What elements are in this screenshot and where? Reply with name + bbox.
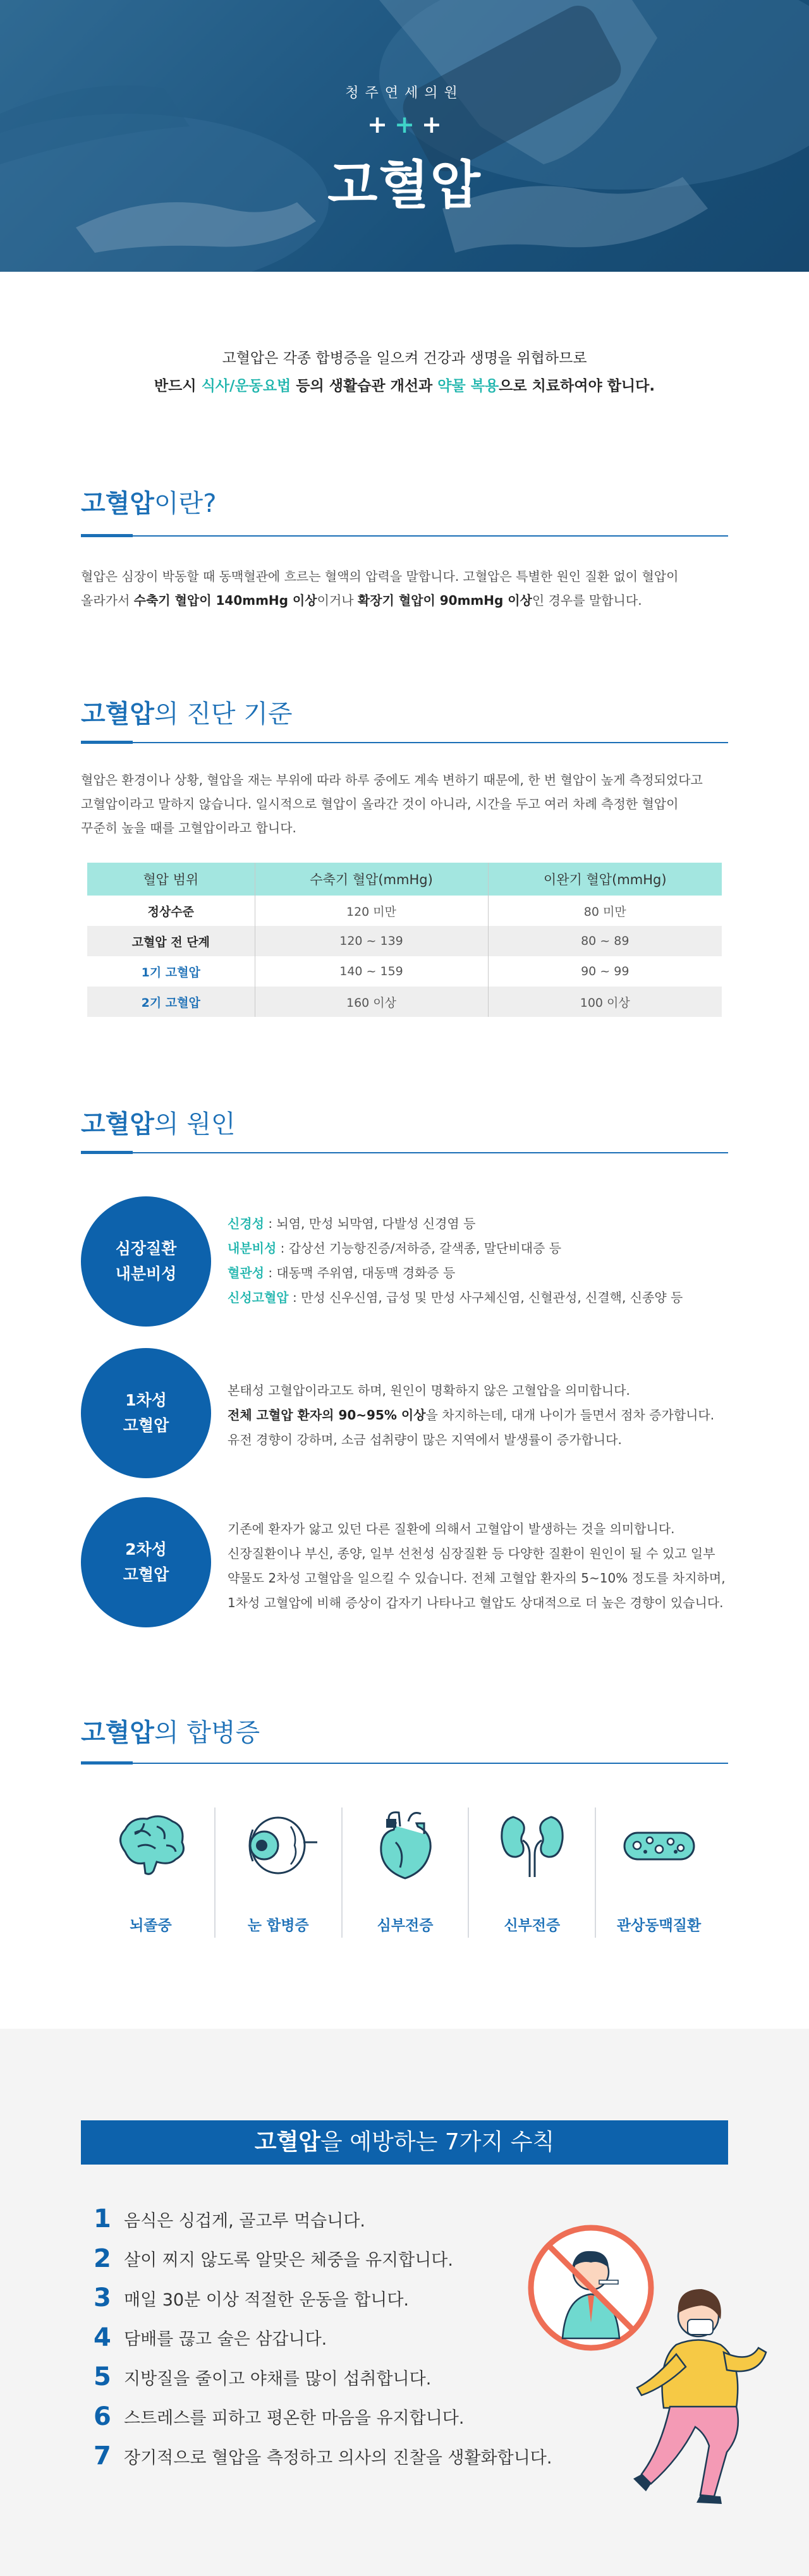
section-divider xyxy=(81,742,728,743)
table-cell: 160 이상 xyxy=(255,987,488,1017)
table-cell-level: 2기 고혈압 xyxy=(87,987,255,1017)
table-row xyxy=(87,926,722,956)
section-divider xyxy=(81,1763,728,1764)
complication-item xyxy=(468,1807,595,1938)
cause-item: 혈관성 : 대동맥 주위염, 대동맥 경화증 등 xyxy=(228,1265,456,1280)
table-cell: 90 ~ 99 xyxy=(488,956,722,987)
complication-label: 신부전증 xyxy=(504,1917,561,1934)
artery-icon xyxy=(615,1807,703,1883)
list-item xyxy=(94,2318,561,2358)
cause-item: 신경성 : 뇌염, 만성 뇌막염, 다발성 신경염 등 xyxy=(228,1216,476,1231)
section-divider xyxy=(81,1152,728,1153)
bp-table xyxy=(87,863,722,1017)
cause-text-primary: 본태성 고혈압이라고도 하며, 원인이 명확하지 않은 고혈압을 의미합니다. 전체 고혈압 환자의 90~95% 이상을 차지하는데, 대개 나이가 들면서 점차 증가합니다. 유전 경향이 강하며, 소금 섭취량이 많은 지역에서 발생률이 증가합니다. xyxy=(228,1383,715,1447)
cause-text-disease xyxy=(228,1212,733,1310)
list-item xyxy=(94,2278,561,2318)
rule-number: 4 xyxy=(94,2323,111,2352)
table-cell: 100 이상 xyxy=(488,987,722,1017)
cause-item: 내분비성 : 갑상선 기능항진증/저하증, 갈색종, 말단비대증 등 xyxy=(228,1241,562,1256)
table-cell: 80 미만 xyxy=(488,896,722,926)
complication-item xyxy=(87,1807,214,1938)
cause-item: 신성고혈압 : 만성 신우신염, 급성 및 만성 사구체신염, 신혈관성, 신결핵, 신종양 등 xyxy=(228,1290,683,1305)
complication-label: 관상동맥질환 xyxy=(616,1917,702,1934)
list-item xyxy=(94,2199,561,2239)
table-cell: 120 ~ 139 xyxy=(255,926,488,956)
complication-label: 눈 합병증 xyxy=(247,1917,309,1934)
table-row xyxy=(87,956,722,987)
walking-person-illustration xyxy=(525,2218,777,2509)
rule-text: 음식은 싱겁게, 골고루 먹습니다. xyxy=(124,2211,365,2231)
plus-icon: + xyxy=(422,111,442,138)
table-header: 이완기 혈압(mmHg) xyxy=(488,863,722,896)
rule-text: 담배를 끊고 술은 삼갑니다. xyxy=(124,2330,327,2350)
plus-icon: + xyxy=(367,111,387,138)
complication-item xyxy=(595,1807,722,1938)
table-header-row xyxy=(87,863,722,896)
section-title-causes: 고혈압의 원인 xyxy=(81,1110,236,1139)
rule-text: 스트레스를 피하고 평온한 마음을 유지합니다. xyxy=(124,2409,465,2429)
rule-text: 지방질을 줄이고 야채를 많이 섭취합니다. xyxy=(124,2369,432,2389)
section-title-what: 고혈압이란? xyxy=(81,489,217,518)
list-item xyxy=(94,2436,561,2476)
cause-badge-primary: 1차성 고혈압 xyxy=(81,1348,211,1478)
brain-icon xyxy=(106,1807,195,1883)
section-title-diagnosis: 고혈압의 진단 기준 xyxy=(81,700,293,729)
table-cell-level: 1기 고혈압 xyxy=(141,965,200,980)
table-cell-level: 정상수준 xyxy=(147,904,194,919)
table-row xyxy=(87,896,722,926)
table-row xyxy=(87,987,722,1017)
prevention-title: 고혈압을 예방하는 7가지 수칙 xyxy=(81,2120,728,2165)
rule-number: 6 xyxy=(94,2402,111,2431)
complication-list xyxy=(87,1807,722,1938)
complication-label: 뇌졸중 xyxy=(130,1917,172,1934)
heart-icon xyxy=(361,1807,449,1883)
complication-item xyxy=(214,1807,341,1938)
diagnosis-paragraph: 혈압은 환경이나 상황, 혈압을 재는 부위에 따라 하루 중에도 계속 변하기 때문에, 한 번 혈압이 높게 측정되었다고 고혈압이라고 말하지 않습니다. 일시적으로 혈압이 올라간 것이 아니라, 시간을 두고 여러 차례 측정한 혈압이 꾸준히 높을 때를 고혈압이라고 합니다. xyxy=(81,772,703,835)
list-item xyxy=(94,2357,561,2397)
table-header: 혈압 범위 xyxy=(87,863,255,896)
rule-number: 1 xyxy=(94,2204,111,2234)
table-cell-level: 고혈압 전 단계 xyxy=(87,926,255,956)
table-cell: 120 미만 xyxy=(255,896,488,926)
plus-icons xyxy=(0,112,809,137)
page-title: 고혈압 xyxy=(327,155,482,216)
cause-badge-secondary-disease: 심장질환 내분비성 xyxy=(81,1196,211,1327)
intro-line: 고혈압은 각종 합병증을 일으켜 건강과 생명을 위협하므로 xyxy=(222,350,587,367)
rule-number: 7 xyxy=(94,2441,111,2471)
list-item xyxy=(94,2239,561,2279)
cause-badge-secondary: 2차성 고혈압 xyxy=(81,1497,211,1627)
prevention-rule-list xyxy=(94,2199,561,2476)
rule-number: 2 xyxy=(94,2244,111,2273)
table-header: 수축기 혈압(mmHg) xyxy=(255,863,488,896)
eye-icon xyxy=(234,1807,322,1883)
table-cell: 140 ~ 159 xyxy=(255,956,488,987)
what-paragraph: 혈압은 심장이 박동할 때 동맥혈관에 흐르는 혈액의 압력을 말합니다. 고혈압은 특별한 원인 질환 없이 혈압이 올라가서 수축기 혈압이 140mmHg 이상이거나 확장기 혈압이 90mmHg 이상인 경우를 말합니다. xyxy=(81,569,679,608)
table-cell: 80 ~ 89 xyxy=(488,926,722,956)
rule-number: 5 xyxy=(94,2362,111,2392)
rule-number: 3 xyxy=(94,2283,111,2313)
intro-line: 반드시 식사/운동요법 등의 생활습관 개선과 약물 복용으로 치료하여야 합니다. xyxy=(154,378,655,394)
cause-text-secondary: 기존에 환자가 앓고 있던 다른 질환에 의해서 고혈압이 발생하는 것을 의미합니다. 신장질환이나 부신, 종양, 일부 선천성 심장질환 등 다양한 질환이 원인이 될 수 있고 일부 약물도 2차성 고혈압을 일으킬 수 있습니다. 전체 고혈압 환자의 5~10% 정도를 차지하며, 1차성 고혈압에 비해 증상이 갑자기 나타나고 혈압도 상대적으로 더 높은 경향이 있습니다. xyxy=(228,1521,726,1610)
intro-text xyxy=(0,344,809,400)
rule-text: 살이 찌지 않도록 알맞은 체중을 유지합니다. xyxy=(124,2251,453,2271)
clinic-name: 청주연세의원 xyxy=(345,85,464,101)
complication-label: 심부전증 xyxy=(377,1917,434,1934)
section-title-complications: 고혈압의 합병증 xyxy=(81,1718,260,1747)
rule-text: 장기적으로 혈압을 측정하고 의사의 진찰을 생활화합니다. xyxy=(124,2448,552,2468)
complication-item xyxy=(341,1807,468,1938)
plus-icon: + xyxy=(394,111,415,138)
hero-banner xyxy=(0,0,809,272)
list-item xyxy=(94,2397,561,2437)
section-divider xyxy=(81,535,728,537)
kidney-icon xyxy=(488,1807,576,1883)
rule-text: 매일 30분 이상 적절한 운동을 합니다. xyxy=(124,2290,409,2310)
